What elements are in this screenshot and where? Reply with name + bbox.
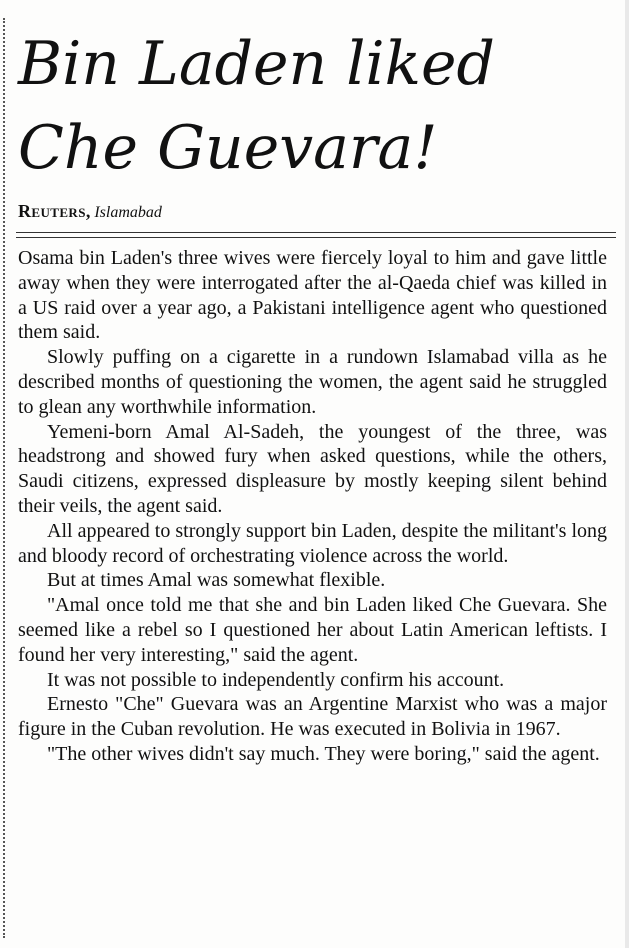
article-body [18,246,607,767]
headline [18,22,618,190]
paragraph-3: Yemeni-born Amal Al-Sadeh, the youngest of the three, was headstrong and showed fury when asked questions, while the others, Saudi citizens, expressed displeasure by mostly keeping silent behind their veils, the agent said. [18,420,607,517]
paragraph-6: "Amal once told me that she and bin Laden liked Che Guevara. She seemed like a rebel so I questioned her about Latin American leftists. I found her very interesting," said the agent. [18,594,607,666]
headline-line-2: Che Guevara! [18,113,438,183]
byline-rule-top [16,232,616,233]
paragraph-4: All appeared to strongly support bin Laden, despite the militant's long and bloody record of orchestrating violence across the world. [18,519,607,567]
byline-agency: Reuters [18,201,86,221]
paragraph-1: Osama bin Laden's three wives were fiercely loyal to him and gave little away when they were interrogated after the al-Qaeda chief was killed in a US raid over a year ago, a Pakistani intelligence agent who questioned them said. [18,247,607,344]
paragraph-2: Slowly puffing on a cigarette in a rundown Islamabad villa as he described months of questioning the women, the agent said he struggled to glean any worthwhile information. [18,346,607,418]
paragraph-8: Ernesto "Che" Guevara was an Argentine Marxist who was a major figure in the Cuban revolution. He was executed in Bolivia in 1967. [18,693,607,741]
paragraph-7: It was not possible to independently confirm his account. [47,668,505,691]
headline-line-1: Bin Laden liked [18,29,495,99]
byline-rule-bottom [16,237,616,238]
page-edge [625,0,629,948]
paragraph-5: But at times Amal was somewhat flexible. [47,569,386,592]
byline [18,201,162,223]
byline-comma: , [85,201,91,221]
byline-dateline: Islamabad [94,204,162,221]
cut-line-divider [3,18,5,938]
paragraph-9: "The other wives didn't say much. They were boring," said the agent. [47,742,600,765]
